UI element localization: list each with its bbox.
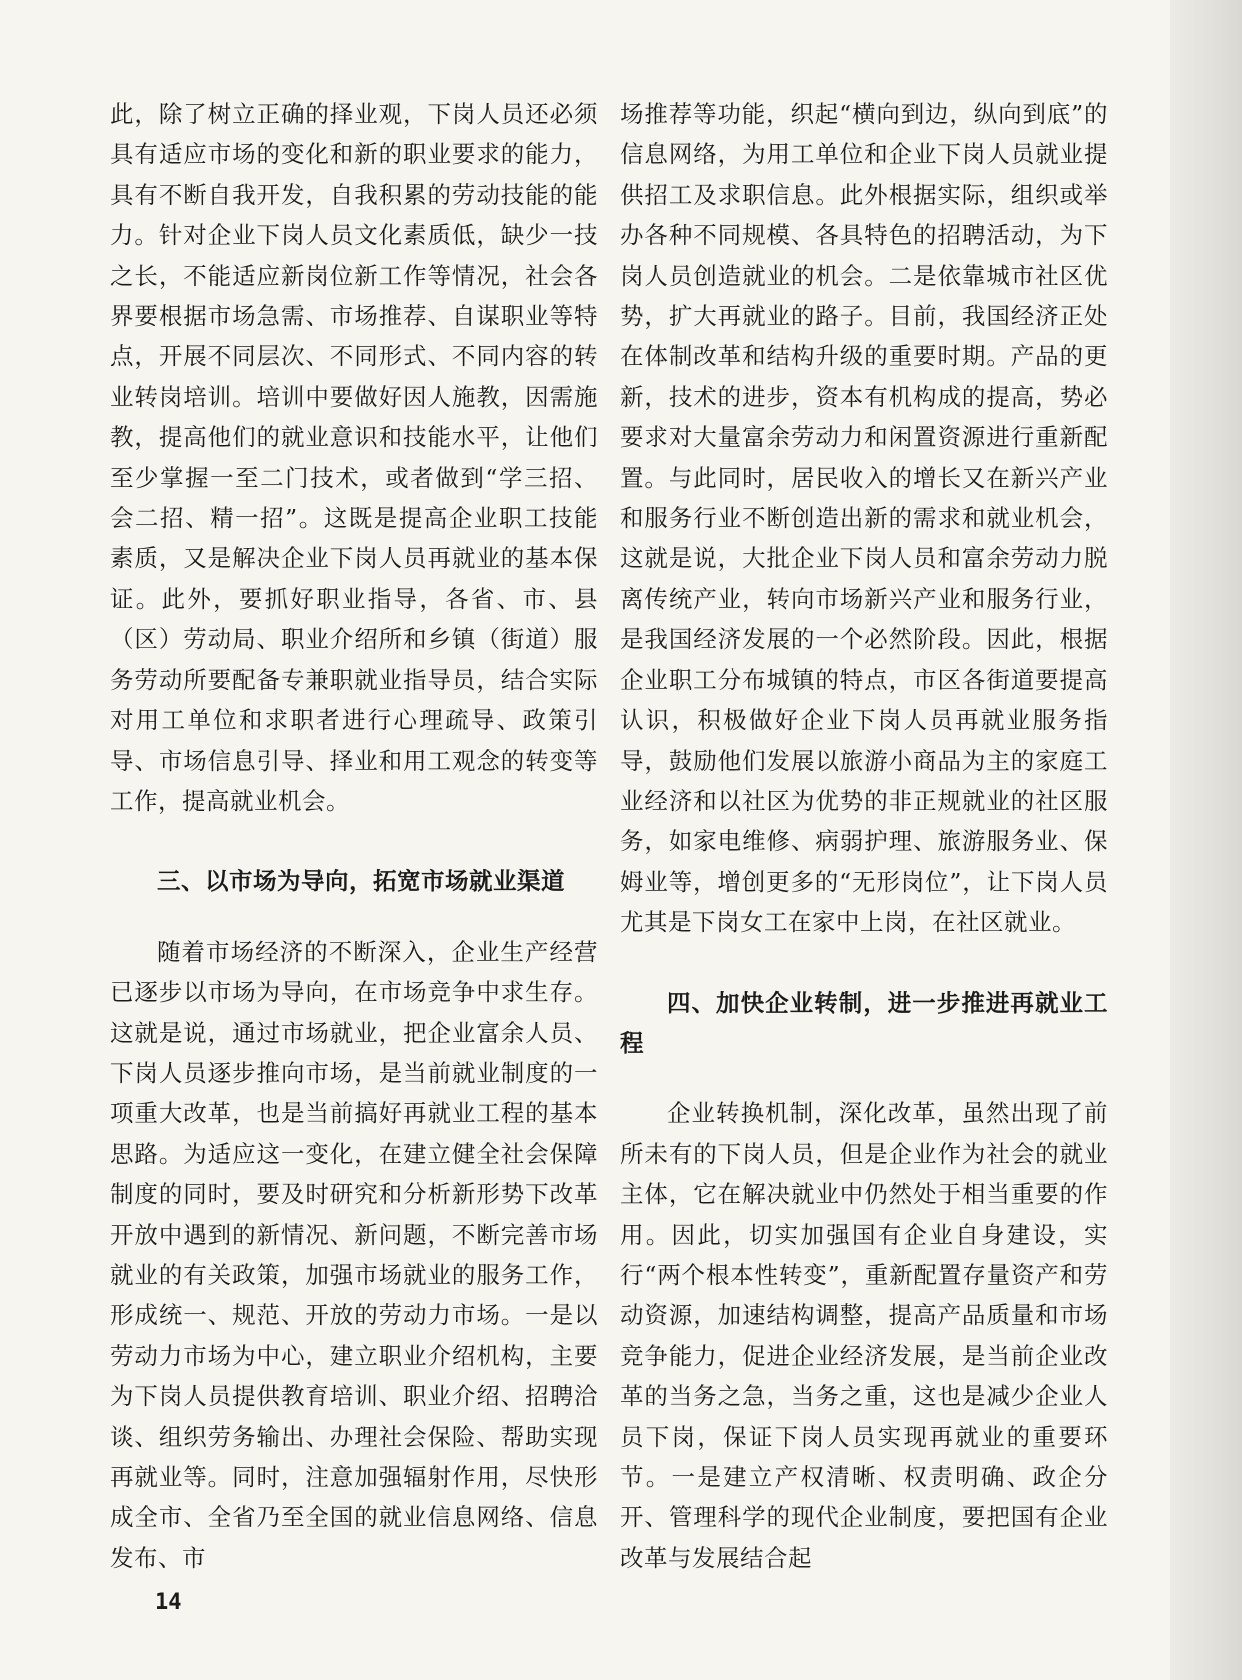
right-column	[620, 94, 1108, 1578]
page-number: 14	[155, 1590, 182, 1615]
right-paragraph-continued: 场推荐等功能，织起“横向到边，纵向到底”的信息网络，为用工单位和企业下岗人员就业提供招工及求职信息。此外根据实际，组织或举办各种不同规模、各具特色的招聘活动，为下岗人员创造就业的机会。二是依靠城市社区优势，扩大再就业的路子。目前，我国经济正处在体制改革和结构升级的重要时期。产品的更新，技术的进步，资本有机构成的提高，势必要求对大量富余劳动力和闲置资源进行重新配置。与此同时，居民收入的增长又在新兴产业和服务行业不断创造出新的需求和就业机会，这就是说，大批企业下岗人员和富余劳动力脱离传统产业，转向市场新兴产业和服务行业，是我国经济发展的一个必然阶段。因此，根据企业职工分布城镇的特点，市区各街道要提高认识，积极做好企业下岗人员再就业服务指导，鼓励他们发展以旅游小商品为主的家庭工业经济和以社区为优势的非正规就业的社区服务，如家电维修、病弱护理、旅游服务业、保姆业等，增创更多的“无形岗位”，让下岗人员尤其是下岗女工在家中上岗，在社区就业。	[620, 100, 1108, 937]
left-column	[110, 94, 598, 1578]
section-heading-3: 三、以市场为导向，拓宽市场就业渠道	[157, 867, 565, 896]
page-edge-shadow	[1170, 0, 1242, 1680]
right-paragraph-section-4: 企业转换机制，深化改革，虽然出现了前所未有的下岗人员，但是企业作为社会的就业主体，它在解决就业中仍然处于相当重要的作用。因此，切实加强国有企业自身建设，实行“两个根本性转变”，重新配置存量资产和劳动资源，加速结构调整，提高产品质量和市场竞争能力，促进企业经济发展，是当前企业改革的当务之急，当务之重，这也是减少企业人员下岗，保证下岗人员实现再就业的重要环节。一是建立产权清晰、权责明确、政企分开、管理科学的现代企业制度，要把国有企业改革与发展结合起	[620, 1099, 1108, 1572]
left-paragraph-section-3: 随着市场经济的不断深入，企业生产经营已逐步以市场为导向，在市场竞争中求生存。这就是说，通过市场就业，把企业富余人员、下岗人员逐步推向市场，是当前就业制度的一项重大改革，也是当前搞好再就业工程的基本思路。为适应这一变化，在建立健全社会保障制度的同时，要及时研究和分析新形势下改革开放中遇到的新情况、新问题，不断完善市场就业的有关政策，加强市场就业的服务工作，形成统一、规范、开放的劳动力市场。一是以劳动力市场为中心，建立职业介绍机构，主要为下岗人员提供教育培训、职业介绍、招聘洽谈、组织劳务输出、办理社会保险、帮助实现再就业等。同时，注意加强辐射作用，尽快形成全市、全省乃至全国的就业信息网络、信息发布、市	[110, 937, 598, 1572]
section-heading-4: 四、加快企业转制，进一步推进再就业工程	[620, 988, 1108, 1057]
left-paragraph-continued: 此，除了树立正确的择业观，下岗人员还必须具有适应市场的变化和新的职业要求的能力，具有不断自我开发，自我积累的劳动技能的能力。针对企业下岗人员文化素质低，缺少一技之长，不能适应新岗位新工作等情况，社会各界要根据市场急需、市场推荐、自谋职业等特点，开展不同层次、不同形式、不同内容的转业转岗培训。培训中要做好因人施教，因需施教，提高他们的就业意识和技能水平，让他们至少掌握一至二门技术，或者做到“学三招、会二招、精一招”。这既是提高企业职工技能素质，又是解决企业下岗人员再就业的基本保证。此外，要抓好职业指导，各省、市、县（区）劳动局、职业介绍所和乡镇（街道）服务劳动所要配备专兼职就业指导员，结合实际对用工单位和求职者进行心理疏导、政策引导、市场信息引导、择业和用工观念的转变等工作，提高就业机会。	[110, 100, 598, 815]
